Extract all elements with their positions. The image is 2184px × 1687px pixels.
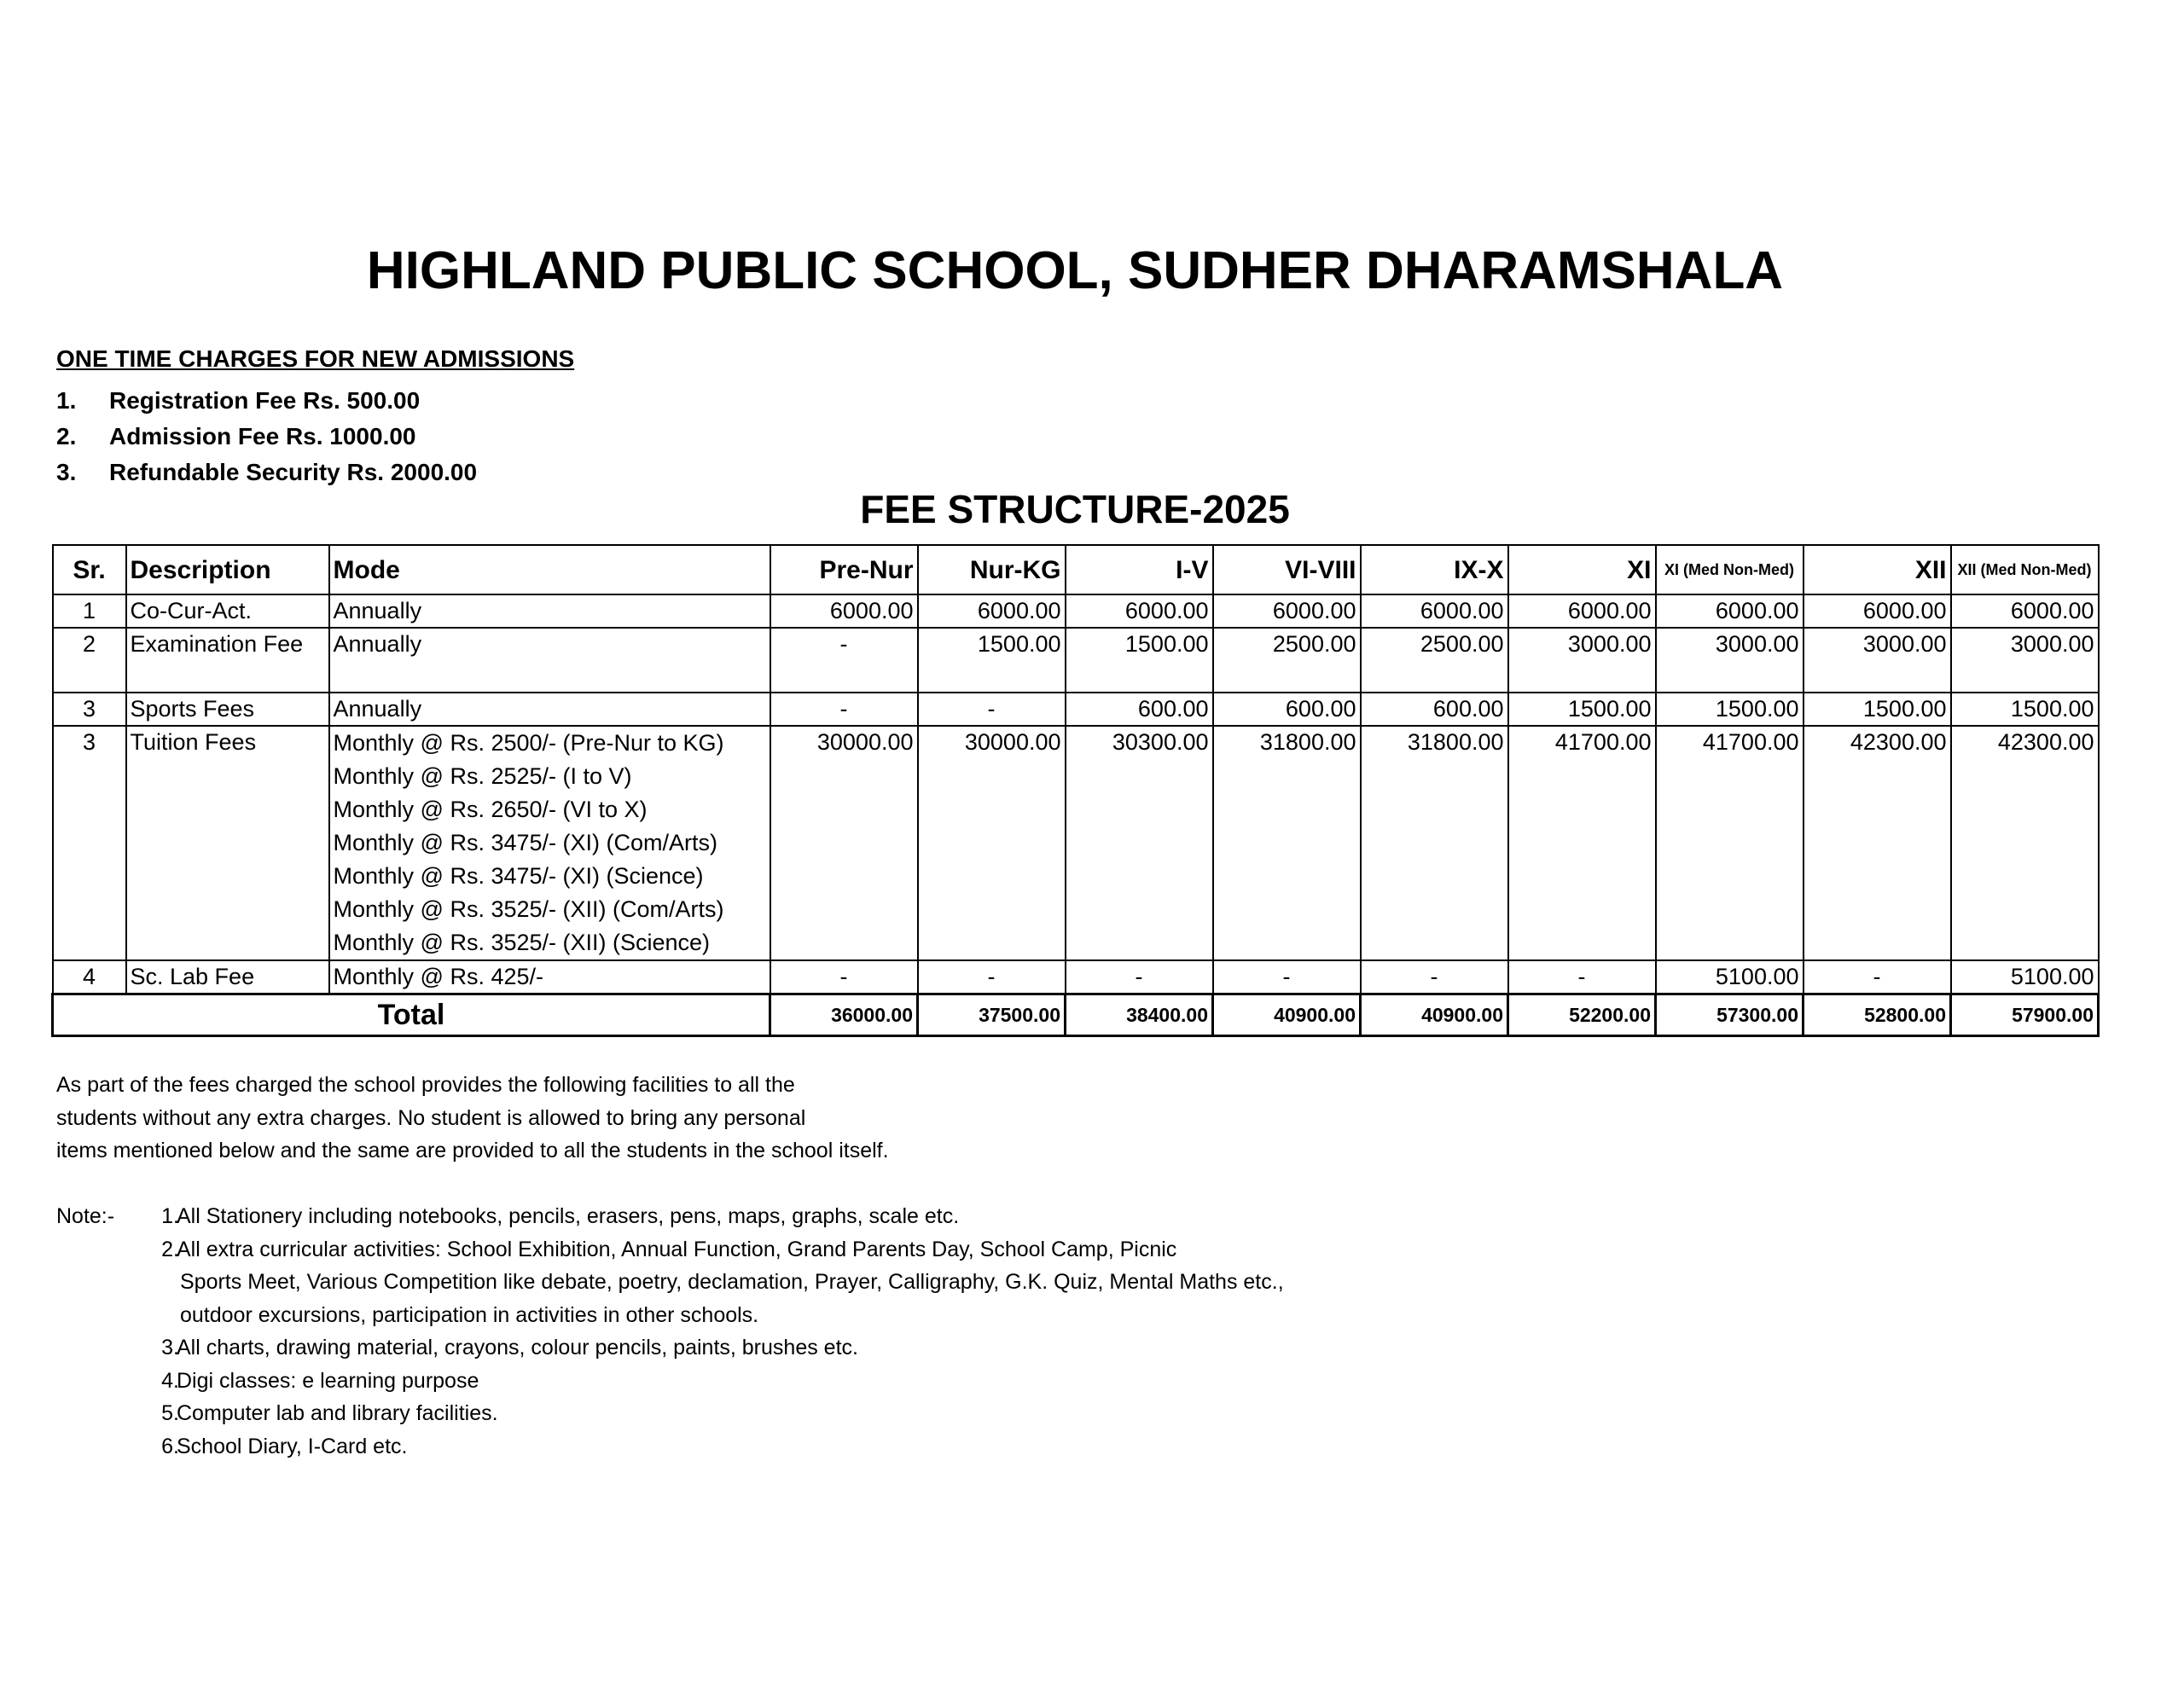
total-cell: 36000.00 — [770, 994, 918, 1036]
fee-cell: 3000.00 — [1804, 628, 1951, 693]
note-text: outdoor excursions, participation in activities in other schools. — [180, 1302, 759, 1327]
note-text: Digi classes: e learning purpose — [177, 1368, 479, 1393]
fee-cell: 6000.00 — [1213, 594, 1361, 628]
column-header: XI (Med Non-Med) — [1656, 545, 1804, 594]
description-cell: Co-Cur-Act. — [126, 594, 329, 628]
column-header: IX-X — [1361, 545, 1508, 594]
mode-line: Monthly @ Rs. 3525/- (XII) (Science) — [333, 930, 711, 955]
fee-cell: 1500.00 — [1951, 693, 2099, 726]
fee-cell: - — [1508, 960, 1656, 994]
mode-line: Monthly @ Rs. 3475/- (XI) (Com/Arts) — [333, 830, 717, 855]
sr-cell: 3 — [53, 693, 126, 726]
item-number: 1. — [56, 387, 77, 414]
total-cell: 52200.00 — [1508, 994, 1656, 1036]
school-title: HIGHLAND PUBLIC SCHOOL, SUDHER DHARAMSHALA — [366, 241, 1784, 300]
column-header: Pre-Nur — [770, 545, 918, 594]
column-header: Description — [126, 545, 329, 594]
description-cell: Sc. Lab Fee — [126, 960, 329, 994]
fee-cell: 6000.00 — [1361, 594, 1508, 628]
item-text: Registration Fee Rs. 500.00 — [109, 387, 421, 414]
column-header: Mode — [329, 545, 770, 594]
total-row — [53, 994, 2099, 1036]
sr-cell: 3 — [53, 726, 126, 960]
fee-cell: - — [1804, 960, 1951, 994]
fee-cell: 1500.00 — [1508, 693, 1656, 726]
total-cell: 57900.00 — [1951, 994, 2099, 1036]
table-row — [53, 628, 2099, 693]
mode-cell — [329, 726, 770, 960]
table-row — [53, 594, 2099, 628]
one-time-charges-heading: ONE TIME CHARGES FOR NEW ADMISSIONS — [56, 345, 575, 372]
item-number: 2. — [56, 423, 77, 449]
fee-cell: - — [1361, 960, 1508, 994]
one-time-charge-item — [56, 419, 574, 455]
fee-cell: 6000.00 — [1951, 594, 2099, 628]
total-cell: 40900.00 — [1213, 994, 1361, 1036]
fee-cell: 3000.00 — [1951, 628, 2099, 693]
note-prefix: Note:- — [56, 1204, 115, 1228]
item-text: Refundable Security Rs. 2000.00 — [109, 459, 478, 485]
fee-cell: 2500.00 — [1361, 628, 1508, 693]
mode-line: Monthly @ Rs. 3475/- (XI) (Science) — [333, 863, 704, 889]
fee-cell: - — [918, 960, 1066, 994]
column-header: XII — [1804, 545, 1951, 594]
mode-line: Monthly @ Rs. 2525/- (I to V) — [333, 763, 632, 789]
fee-cell: - — [770, 693, 918, 726]
column-header: XI — [1508, 545, 1656, 594]
fee-cell: - — [1066, 960, 1213, 994]
total-cell: 40900.00 — [1361, 994, 1508, 1036]
column-header: XII (Med Non-Med) — [1951, 545, 2099, 594]
description-cell: Examination Fee — [126, 628, 329, 693]
table-header-row — [53, 545, 2099, 594]
fee-cell: - — [770, 628, 918, 693]
paragraph-line: students without any extra charges. No student is allowed to bring any personal — [56, 1105, 806, 1130]
fee-cell: 3000.00 — [1508, 628, 1656, 693]
total-cell: 37500.00 — [918, 994, 1066, 1036]
fee-cell: 41700.00 — [1508, 726, 1656, 960]
table-row — [53, 960, 2099, 994]
fee-cell: 6000.00 — [1066, 594, 1213, 628]
fee-cell: 2500.00 — [1213, 628, 1361, 693]
fee-cell: 6000.00 — [770, 594, 918, 628]
note-number: 2. — [161, 1237, 179, 1261]
fee-cell: 42300.00 — [1951, 726, 2099, 960]
note-number: 1. — [161, 1204, 179, 1228]
mode-cell: Annually — [329, 628, 770, 693]
fee-cell: - — [1213, 960, 1361, 994]
one-time-charges — [56, 344, 574, 490]
fee-cell: 6000.00 — [918, 594, 1066, 628]
description-cell: Tuition Fees — [126, 726, 329, 960]
fee-cell: 31800.00 — [1213, 726, 1361, 960]
fee-cell: 30000.00 — [918, 726, 1066, 960]
total-cell: 38400.00 — [1066, 994, 1213, 1036]
note-number: 3. — [161, 1336, 179, 1359]
note-text: All Stationery including notebooks, pencils, erasers, pens, maps, graphs, scale etc. — [177, 1204, 960, 1228]
note-text: All extra curricular activities: School Exhibition, Annual Function, Grand Parents Day, School Camp, Picnic — [177, 1237, 1177, 1261]
paragraph-line: As part of the fees charged the school provides the following facilities to all the — [56, 1073, 795, 1097]
fee-cell: 5100.00 — [1951, 960, 2099, 994]
mode-cell: Monthly @ Rs. 425/- — [329, 960, 770, 994]
fee-cell: 30300.00 — [1066, 726, 1213, 960]
mode-line: Monthly @ Rs. 2500/- (Pre-Nur to KG) — [333, 730, 724, 756]
note-text: Computer lab and library facilities. — [177, 1401, 498, 1425]
fee-structure-title: FEE STRUCTURE-2025 — [860, 487, 1290, 531]
note-number: 5. — [161, 1401, 179, 1425]
fee-cell: 30000.00 — [770, 726, 918, 960]
description-cell: Sports Fees — [126, 693, 329, 726]
total-cell: 57300.00 — [1656, 994, 1804, 1036]
fee-table — [51, 544, 2100, 1037]
sr-cell: 2 — [53, 628, 126, 693]
column-header: Sr. — [53, 545, 126, 594]
note-text: School Diary, I-Card etc. — [177, 1434, 408, 1458]
total-cell: 52800.00 — [1804, 994, 1951, 1036]
sr-cell: 4 — [53, 960, 126, 994]
one-time-charge-item — [56, 455, 574, 490]
fee-cell: 6000.00 — [1508, 594, 1656, 628]
mode-cell: Annually — [329, 693, 770, 726]
fee-cell: 600.00 — [1066, 693, 1213, 726]
item-number: 3. — [56, 459, 77, 485]
note-number: 6. — [161, 1434, 179, 1458]
note-text: Sports Meet, Various Competition like debate, poetry, declamation, Prayer, Calligraphy, G.K. Quiz, Mental Maths etc., — [180, 1270, 1284, 1294]
sr-cell: 1 — [53, 594, 126, 628]
fee-cell: 1500.00 — [1656, 693, 1804, 726]
fee-cell: 5100.00 — [1656, 960, 1804, 994]
total-label: Total — [53, 994, 770, 1036]
fee-cell: 31800.00 — [1361, 726, 1508, 960]
fee-cell: - — [770, 960, 918, 994]
mode-cell: Annually — [329, 594, 770, 628]
note-text: All charts, drawing material, crayons, colour pencils, paints, brushes etc. — [177, 1336, 858, 1359]
table-row — [53, 726, 2099, 960]
fee-cell: 1500.00 — [1804, 693, 1951, 726]
column-header: VI-VIII — [1213, 545, 1361, 594]
note-number: 4. — [161, 1368, 179, 1393]
table-row — [53, 693, 2099, 726]
fee-cell: 6000.00 — [1804, 594, 1951, 628]
facilities-paragraph — [56, 1069, 889, 1168]
fee-cell: 600.00 — [1361, 693, 1508, 726]
paragraph-line: items mentioned below and the same are provided to all the students in the school itself. — [56, 1139, 889, 1162]
column-header: Nur-KG — [918, 545, 1066, 594]
fee-cell: 600.00 — [1213, 693, 1361, 726]
fee-cell: 1500.00 — [1066, 628, 1213, 693]
fee-cell: - — [918, 693, 1066, 726]
fee-cell: 3000.00 — [1656, 628, 1804, 693]
one-time-charge-item — [56, 383, 574, 419]
fee-cell: 6000.00 — [1656, 594, 1804, 628]
column-header: I-V — [1066, 545, 1213, 594]
mode-line: Monthly @ Rs. 2650/- (VI to X) — [333, 797, 648, 822]
item-text: Admission Fee Rs. 1000.00 — [109, 423, 416, 449]
fee-cell: 1500.00 — [918, 628, 1066, 693]
fee-cell: 41700.00 — [1656, 726, 1804, 960]
fee-cell: 42300.00 — [1804, 726, 1951, 960]
mode-line: Monthly @ Rs. 3525/- (XII) (Com/Arts) — [333, 896, 724, 922]
